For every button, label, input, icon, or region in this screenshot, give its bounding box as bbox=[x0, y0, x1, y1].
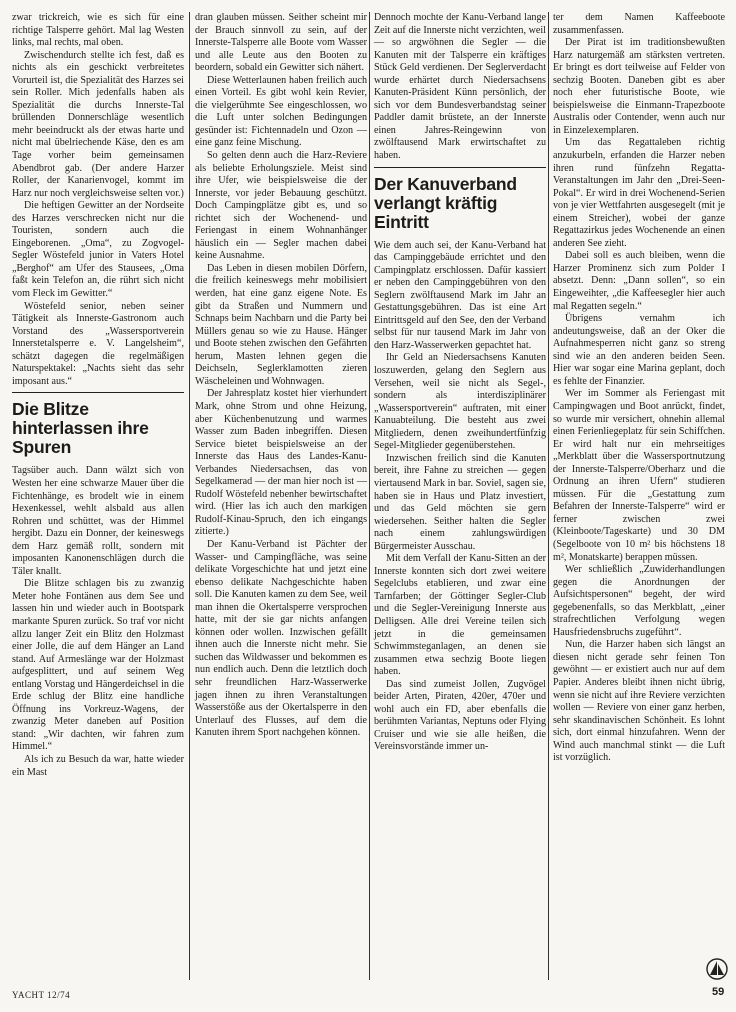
paragraph: Diese Wetterlaunen haben freilich auch einen Vorteil. Es gibt wohl kein Revier, die vielgerühmte See eingeschlossen, wo die Luft unter solchen Bedingungen gesünder ist: Fichtennadeln und Ozon — eine ganz feine Mischung. bbox=[195, 74, 367, 149]
column-3 bbox=[374, 12, 546, 754]
paragraph: Nun, die Harzer haben sich längst an diesen nicht gerade sehr feinen Ton gewöhnt — er existiert auch nur auf dem Papier. Anderes bleibt ihnen nicht übrig, wenn sie nicht auf ihre Reviere verzichten wollen — Reviere von einer ganz herben, sehr skandinavischen Schönheit. Es lohnt sich, dort einmal hinzufahren. Wenn der Wind auch manchmal stinkt — die Luft ist vorzüglich. bbox=[553, 639, 725, 764]
paragraph: Die Blitze schlagen bis zu zwanzig Meter hohe Fontänen aus dem See und lassen hin und wieder auch in Bootspark markante Spuren zurück. So traf vor nicht allzu langer Zeit ein Blitz den Holzmast einer Jolle, die auf dem Hänger an Land stand. Auf Armeslänge war der Holzmast aufgesplittert, und auf seinem Weg entlang Vorstag und Hängerdeichsel in die Erde schlug der Blitz eine handliche Öffnung ins Vorkreuz-Wagens, der zwanzig Meter daneben auf Position stand: „Wir dachten, wir fahren zum Himmel.“ bbox=[12, 578, 184, 753]
magazine-issue: YACHT 12/74 bbox=[12, 990, 71, 1000]
paragraph: Wöstefeld senior, neben seiner Tätigkeit als Innerste-Gastronom auch Vorstand des „Wassersportverein Innerstetalsperre e. V. Langelsheim“, schätzt dagegen die regelmäßigen Naturspektakel: „Nachts sieht das sehr imposant aus.“ bbox=[12, 300, 184, 387]
column-1 bbox=[12, 12, 184, 779]
paragraph: Der Pirat ist im traditionsbewußten Harz naturgemäß am stärksten vertreten. Er bringt es dort teilweise auf Felder von sechzig Booten. Daneben gibt es aber noch eher futuristische Boote, wie beispielsweise die Einmann-Trapezboote Australis oder Contender, wenn auch nur in Einzelexemplaren. bbox=[553, 37, 725, 136]
paragraph: Dabei soll es auch bleiben, wenn die Harzer Prominenz sich zum Polder I absetzt. Denn: „Dann sollen“, so ein Eingeweihter, „die Kaffeesegler hier auch mal Regatten segeln.“ bbox=[553, 250, 725, 312]
paragraph: Wer im Sommer als Feriengast mit Campingwagen und Boot anrückt, findet, so wurde mir versichert, ohnehin allemal einen Ferienliegeplatz für sein Schiffchen. Er wird halt nur ein mehrseitiges „Merkblatt über die Wassersportnutzung der Innerste-Talsperre/Oberharz und die Ordnung an ihren Ufern“ studieren müssen. Für die „Gestattung zum Befahren der Innerste-Talsperre“ wird er ferner zwischen zwei (Kleinboote/Tageskarte) und 30 DM (Segelboote von 10 m² bis höchstens 18 m², Monatskarte) berappen müssen. bbox=[553, 388, 725, 563]
column-divider bbox=[369, 12, 370, 980]
section-rule bbox=[12, 392, 184, 393]
paragraph: Der Jahresplatz kostet hier vierhundert Mark, ohne Strom und ohne Heizung, aber Küchenbenutzung und warmes Wasser zum Baden inbegriffen. Diesen Service bietet beispielsweise an der Innerste das Haus des Landes-Kanu-Verbandes Niedersachsen, das von Segelkamerad — der man hier noch ist — Rudolf Wöstefeld nebenher bewirtschaftet wird. (Hier las ich auch den markigen Rudolf-Kinau-Spruch, den ich eingangs zitierte.) bbox=[195, 388, 367, 538]
column-4 bbox=[553, 12, 725, 765]
paragraph: Mit dem Verfall der Kanu-Sitten an der Innerste konnten sich dort zwei weitere Segelclubs etablieren, und zwar eine Tarnfarben; der Göttinger Segler-Club und die Segler-Vereinigung Innerste aus Delligsen. Alle drei Vereine teilen sich jetzt in die gemeinsamen Schwimmsteganlagen, an denen sie zusammen etwa sechzig Boote liegen haben. bbox=[374, 553, 546, 678]
paragraph: Wer schließlich „Zuwiderhandlungen gegen die Anordnungen der Aufsichtspersonen“ begeht, der wird gegebenenfalls, so das Merkblatt, „einer strafrechtlichen Verfolgung wegen Hausfriedensbruchs zugeführt“. bbox=[553, 564, 725, 638]
paragraph: Wie dem auch sei, der Kanu-Verband hat das Campinggebäude errichtet und den Campingplatz erschlossen. Dafür kassiert er neben den Campinggebühren von den Seglern zwölftausend Mark im Jahr an Gestattungsgebühren. Das ist eine Art Eintrittsgeld auf den See, den der Verband selbst für nur tausend Mark im Jahr von den Harz-Wasserwerken gepachtet hat. bbox=[374, 239, 546, 351]
paragraph: Das sind zumeist Jollen, Zugvögel beider Arten, Piraten, 420er, 470er und wohl auch ein FD, aber ebenfalls die berühmten Variantas, Neptuns oder Flying Cruiser und wie sie alle heißen, die Vereinsvorstände immer un- bbox=[374, 678, 546, 753]
paragraph: Die heftigen Gewitter an der Nordseite des Harzes verschrecken nicht nur die Touristen, sondern auch die Eingeborenen. „Oma“, zu Zogvogel-Segler Wöstefeld junior in Vaters Hotel „Berghof“ am Ufer des Stausees, „Oma faßt kein Telefon an, die rührt sich nicht vom Fleck im Gewitter.“ bbox=[12, 200, 184, 300]
sailboat-logo-icon bbox=[706, 958, 728, 980]
paragraph: Als ich zu Besuch da war, hatte wieder ein Mast bbox=[12, 753, 184, 778]
paragraph: zwar trickreich, wie es sich für eine richtige Talsperre gehört. Mal lag Westen links, mal rechts, mal oben. bbox=[12, 12, 184, 49]
column-divider bbox=[189, 12, 190, 980]
paragraph: Ihr Geld an Niedersachsens Kanuten loszuwerden, gelang den Seglern aus Versehen, weil sie nicht als Segel-, sondern als interdisziplinärer „Wassersportverein“ auftraten, mit einer Kanuabteilung. Die besteht aus zwei Mitgliedern, denen zweihundertfünfzig Segel-Mitglieder gegenüberstehen. bbox=[374, 352, 546, 452]
paragraph: Dennoch mochte der Kanu-Verband lange Zeit auf die Innerste nicht verzichten, weil — so argwöhnen die Segler — die Kanuten mit der Talsperre ein kräftiges Stück Geld verdienen. Der Seglerverdacht wurde erhärtet durch Niedersachsens Kanuten-Präsident Künn persönlich, der sich vor dem Bundesverbandstag seiner Paddler damit brüstete, an der Innerste einen Jahres-Reingewinn von zwölftausend Mark erwirtschaftet zu haben. bbox=[374, 12, 546, 162]
column-2 bbox=[195, 12, 367, 740]
paragraph: So gelten denn auch die Harz-Reviere als beliebte Erholungsziele. Meist sind ihre Ufer, wie beispielsweise die der Innerste, vor jeder Bebauung geschützt. Doch Campingplätze gibt es, und so richtet sich der Wochenend- und Feriengast in einem Wohnanhänger häuslich ein — Segler machen dabei keine Ausnahme. bbox=[195, 150, 367, 262]
paragraph: Das Leben in diesen mobilen Dörfern, die freilich keineswegs mehr mobilisiert werden, hat eine ganz eigene Note. Es gibt da Straßen und Nummern und Schnaps beim Nachbarn und die Party bei Müllers genau so wie zu Hause. Hänger und Boote stehen zwischen den Gefährten herum, Masten lehnen gegen die Deichseln, Seglerklamotten zieren Wäscheleinen und Wohnwagen. bbox=[195, 262, 367, 387]
section-headline: Der Kanuverband verlangt kräftig Eintritt bbox=[374, 173, 517, 232]
paragraph: Um das Regattaleben richtig anzukurbeln, erfanden die Harzer neben ihren rund fünfzehn Regatta-Veranstaltungen im Jahr den „Drei-Seen-Pokal“. Er wird in drei Wochenend-Serien von je vier Wettfahrten ausgesegelt (mit je einem Streicher), wobei der ganze Regattazirkus jedes Wochenende an einen anderen See zieht. bbox=[553, 137, 725, 249]
paragraph: Tagsüber auch. Dann wälzt sich von Westen her eine schwarze Mauer über die Fichtenhänge, es brodelt wie in einem Hexenkessel, wehlt alsbald aus allen Rohren und schüttet, was der Himmel hergibt. Dazu ein Donner, der keineswegs dem Harz gemäß rollt, sondern mit imposanten Kanonenschlägen durch die Täler knallt. bbox=[12, 465, 184, 577]
paragraph: ter dem Namen Kaffeeboote zusammenfassen. bbox=[553, 12, 725, 36]
column-divider bbox=[548, 12, 549, 980]
section-headline: Die Blitze hinterlassen ihre Spuren bbox=[12, 399, 149, 458]
paragraph: Übrigens vernahm ich andeutungsweise, daß an der Oker die Aufnahmesperren nicht ganz so streng sind wie an den anderen beiden Seen. Hier war sogar eine Marina geplant, doch es fehlte der Finanzier. bbox=[553, 313, 725, 387]
page-number: 59 bbox=[712, 986, 725, 998]
paragraph: Zwischendurch stellte ich fest, daß es nichts als ein geschickt verbreitetes Vorurteil ist, die Spezialität des Harzes sei sein Roller. Mich jedenfalls haben als Spezialität die durchs Innerste-Tal brüllenden Donnerschläge wesentlich mehr beeindruckt als der etwas harte und nicht mal übelriechende Käse, den es am Tage vorher beim gemeinsamen Abendbrot gab. (Der andere Harzer Roller, der Kanarienvogel, kommt im Harz nur noch vergleichsweise selten vor.) bbox=[12, 49, 184, 199]
paragraph: Der Kanu-Verband ist Pächter der Wasser- und Campingfläche, was seine delikate Vorgeschichte hat und jetzt eine ebenso delikate Nachgeschichte haben soll. Die Kanuten kamen zu dem See, weil man ihnen die Okertalsperre versprochen hatte, mit der sie gar nichts anfangen können oder wollen. Inzwischen gefällt ihnen auch die Innerste nicht mehr. Sie suchen das Wildwasser und bekommen es nun endlich auch. Denn die letztlich doch sehr freundlichen Harz-Wasserwerke jagen ihnen zu ihren Veranstaltungen Wasserstöße aus der Okertalsperre in den Unterlauf des Flusses, auf dem die Kanuten ihrem Sport nachgehen können. bbox=[195, 538, 367, 739]
paragraph: Inzwischen freilich sind die Kanuten bereit, ihre Fahne zu streichen — gegen viertausend Mark in bar. Soviel, sagen sie, haben sie in Haus und Platz investiert, und das Geld möchten sie gern wiedersehen. Seither halten die Segler nach einem zahlungswürdigen Bürgermeister Ausschau. bbox=[374, 452, 546, 552]
section-rule bbox=[374, 167, 546, 168]
paragraph: dran glauben müssen. Seither scheint mir der Brauch sinnvoll zu sein, auf der Innerste-Talsperre alle Boote vom Wasser und alle Leute aus den Booten zu beordern, sobald ein Gewitter sich nähert. bbox=[195, 12, 367, 74]
